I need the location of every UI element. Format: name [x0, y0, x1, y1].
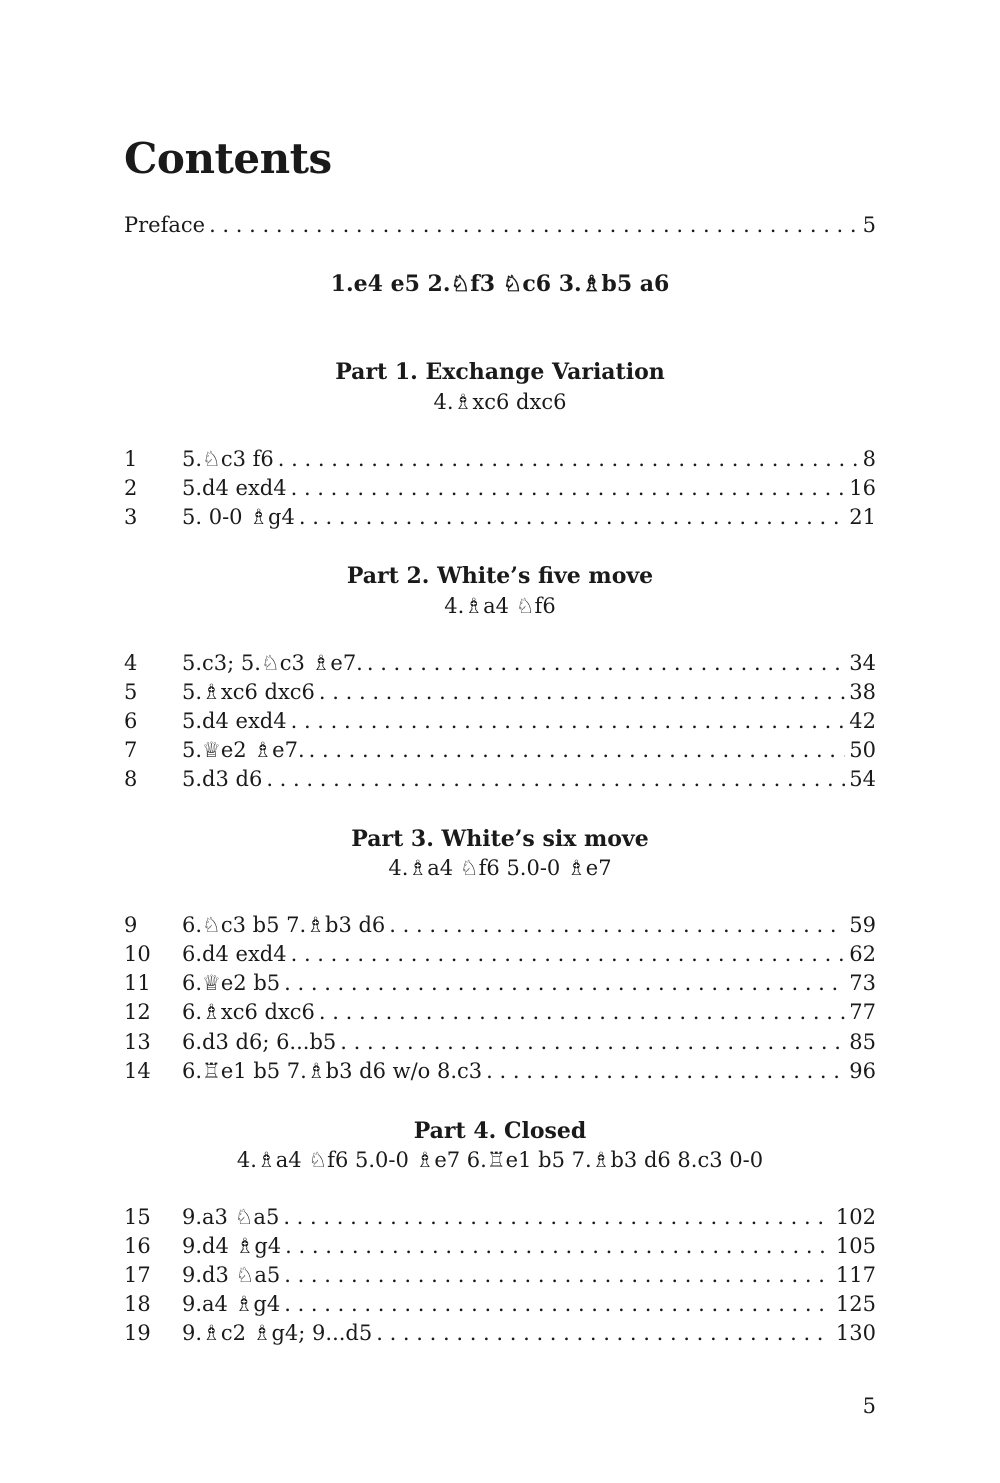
toc-entry-label: 6.♕e2 b5	[182, 971, 281, 995]
toc-entry[interactable]	[124, 998, 876, 1027]
leader-dots	[340, 1028, 845, 1057]
leader-dots	[278, 445, 859, 474]
leader-dots	[284, 1290, 832, 1319]
leader-dots	[291, 474, 846, 503]
toc-entry-label: 6.♖e1 b5 7.♗b3 d6 w/o 8.c3	[182, 1059, 483, 1083]
chapter-number: 4	[124, 651, 138, 675]
toc-entry[interactable]	[124, 911, 876, 940]
leader-dots	[299, 503, 845, 532]
toc-entry[interactable]	[124, 474, 876, 503]
chapter-number: 6	[124, 709, 138, 733]
part-title: Part 1. Exchange Variation	[335, 359, 665, 385]
toc-entry-page: 34	[849, 651, 876, 675]
toc-entry-label: 5.♗xc6 dxc6	[182, 680, 315, 704]
chapter-number: 3	[124, 505, 138, 529]
toc-entry[interactable]	[124, 445, 876, 474]
leader-dots	[376, 1319, 832, 1348]
toc-entry-page: 102	[835, 1205, 876, 1229]
toc-entry[interactable]	[124, 707, 876, 736]
toc-entry-label: 6.♘c3 b5 7.♗b3 d6	[182, 913, 386, 937]
chapter-number: 11	[124, 971, 151, 995]
toc-entry-page: 73	[849, 971, 876, 995]
leader-dots	[319, 998, 845, 1027]
toc-entry-page: 5	[862, 213, 876, 237]
leader-dots	[266, 765, 845, 794]
toc-entry-label: 5.d4 exd4	[182, 476, 287, 500]
toc-entry-page: 77	[849, 1000, 876, 1024]
leader-dots	[367, 649, 845, 678]
toc-entry-label: 6.d4 exd4	[182, 942, 287, 966]
toc-entry[interactable]	[124, 1028, 876, 1057]
toc-entry-label: 6.d3 d6; 6...b5	[182, 1030, 337, 1054]
toc-entry-page: 50	[849, 738, 876, 762]
toc-entry[interactable]	[124, 503, 876, 532]
toc-entry-label: 9.d4 ♗g4	[182, 1234, 282, 1258]
chapter-number: 1	[124, 447, 138, 471]
toc-entry-label: 9.d3 ♘a5	[182, 1263, 281, 1287]
toc-entry[interactable]	[124, 1232, 876, 1261]
part-moves: 4.♗a4 ♘f6	[444, 594, 556, 618]
chapter-number: 9	[124, 913, 138, 937]
toc-entry[interactable]	[124, 1057, 876, 1086]
toc-entry-label: 6.♗xc6 dxc6	[182, 1000, 315, 1024]
toc-entry-label: 9.♗c2 ♗g4; 9...d5	[182, 1321, 373, 1345]
toc-entry-page: 16	[849, 476, 876, 500]
toc-entry-page: 38	[849, 680, 876, 704]
leader-dots	[209, 211, 859, 240]
chapter-number: 12	[124, 1000, 151, 1024]
chapter-number: 18	[124, 1292, 151, 1316]
chapter-number: 10	[124, 942, 151, 966]
leader-dots	[319, 678, 845, 707]
leader-dots	[486, 1057, 845, 1086]
toc-entry-page: 96	[849, 1059, 876, 1083]
toc-entry-page: 130	[835, 1321, 876, 1345]
toc-entry-page: 21	[849, 505, 876, 529]
toc-entry-page: 59	[849, 913, 876, 937]
toc-entry[interactable]	[124, 940, 876, 969]
toc-entry[interactable]	[124, 1203, 876, 1232]
toc-entry-label: 5.d4 exd4	[182, 709, 287, 733]
toc-entry-label: 5.♘c3 f6	[182, 447, 274, 471]
toc-entry-label: 5. 0-0 ♗g4	[182, 505, 295, 529]
toc-entry-page: 125	[835, 1292, 876, 1316]
toc-entry[interactable]	[124, 765, 876, 794]
part-moves: 4.♗a4 ♘f6 5.0-0 ♗e7 6.♖e1 b5 7.♗b3 d6 8.c3 0-0	[236, 1148, 764, 1172]
toc-entry-page: 8	[862, 447, 876, 471]
toc-entry-label: 5.c3; 5.♘c3 ♗e7.	[182, 651, 363, 675]
chapter-number: 2	[124, 476, 138, 500]
chapter-number: 15	[124, 1205, 151, 1229]
toc-entry-page: 62	[849, 942, 876, 966]
part-title: Part 2. White’s five move	[346, 563, 654, 589]
leader-dots	[283, 1203, 832, 1232]
leader-dots	[389, 911, 845, 940]
chapter-number: 16	[124, 1234, 151, 1258]
toc-entry-page: 54	[849, 767, 876, 791]
leader-dots	[291, 940, 846, 969]
toc-entry-preface[interactable]	[124, 211, 876, 240]
part-moves: 4.♗a4 ♘f6 5.0-0 ♗e7	[388, 856, 612, 880]
toc-entry-page: 105	[835, 1234, 876, 1258]
page-number: 5	[862, 1394, 876, 1418]
chapter-number: 13	[124, 1030, 151, 1054]
leader-dots	[285, 1232, 832, 1261]
toc-entry[interactable]	[124, 1290, 876, 1319]
toc-entry[interactable]	[124, 1261, 876, 1290]
toc-entry-label: 9.a3 ♘a5	[182, 1205, 280, 1229]
chapter-number: 19	[124, 1321, 151, 1345]
toc-entry-label: 5.d3 d6	[182, 767, 263, 791]
toc-entry[interactable]	[124, 736, 876, 765]
part-title: Part 3. White’s six move	[351, 826, 649, 852]
page-title: Contents	[124, 134, 332, 183]
toc-entry-page: 117	[835, 1263, 876, 1287]
part-title: Part 4. Closed	[413, 1118, 587, 1144]
chapter-number: 5	[124, 680, 138, 704]
toc-entry-label: 5.♕e2 ♗e7.	[182, 738, 305, 762]
toc-entry[interactable]	[124, 1319, 876, 1348]
opening-line: 1.e4 e5 2.♘f3 ♘c6 3.♗b5 a6	[330, 271, 670, 297]
toc-entry-page: 85	[849, 1030, 876, 1054]
chapter-number: 8	[124, 767, 138, 791]
leader-dots	[291, 707, 846, 736]
toc-entry-page: 42	[849, 709, 876, 733]
part-moves: 4.♗xc6 dxc6	[433, 390, 567, 414]
chapter-number: 17	[124, 1263, 151, 1287]
toc-entry[interactable]	[124, 649, 876, 678]
toc-entry[interactable]	[124, 969, 876, 998]
toc-entry-label: Preface	[124, 213, 206, 237]
leader-dots	[284, 1261, 832, 1290]
leader-dots	[309, 736, 846, 765]
chapter-number: 14	[124, 1059, 151, 1083]
toc-entry[interactable]	[124, 678, 876, 707]
toc-entry-label: 9.a4 ♗g4	[182, 1292, 281, 1316]
chapter-number: 7	[124, 738, 138, 762]
leader-dots	[284, 969, 845, 998]
